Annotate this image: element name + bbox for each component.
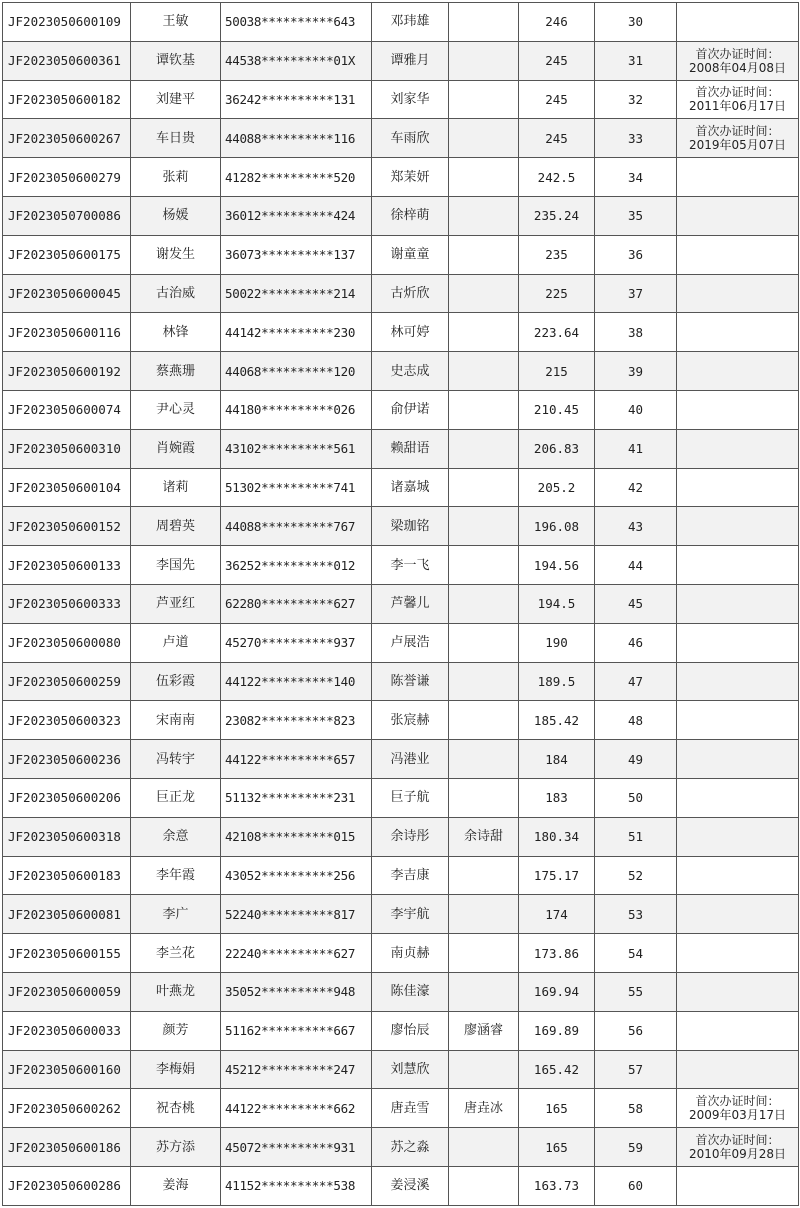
applicant-name-cell: 李广 <box>131 895 221 934</box>
application-id-cell: JF2023050600152 <box>3 507 131 546</box>
application-id-cell: JF2023050600045 <box>3 274 131 313</box>
note-label: 首次办证时间： <box>695 124 780 139</box>
rank-cell: 49 <box>595 740 677 779</box>
application-id-cell: JF2023050600059 <box>3 972 131 1011</box>
child-name-cell: 诸嘉城 <box>372 468 449 507</box>
child-name-cell: 赖甜语 <box>372 429 449 468</box>
child-name-cell: 陈誉谦 <box>372 662 449 701</box>
id-card-number-cell: 50038**********643 <box>221 3 372 42</box>
id-card-number-cell: 51162**********667 <box>221 1011 372 1050</box>
id-card-number-cell: 44538**********01X <box>221 41 372 80</box>
note-cell <box>677 1050 799 1089</box>
child-name-cell: 张宸赫 <box>372 701 449 740</box>
note-cell <box>677 235 799 274</box>
note-cell <box>677 41 799 80</box>
score-cell: 184 <box>519 740 595 779</box>
second-child-name-cell <box>449 3 519 42</box>
table-row <box>3 429 799 468</box>
note-label: 首次办证时间： <box>695 1133 780 1147</box>
rank-cell: 53 <box>595 895 677 934</box>
applicant-name-cell: 李兰花 <box>131 934 221 973</box>
note-date: 2008年04月08日 <box>688 60 787 75</box>
child-name-cell: 谭雅月 <box>372 41 449 80</box>
second-child-name-cell <box>449 196 519 235</box>
second-child-name-cell <box>449 934 519 973</box>
second-child-name-cell <box>449 390 519 429</box>
second-child-name-cell <box>449 468 519 507</box>
application-id-cell: JF2023050700086 <box>3 196 131 235</box>
applicant-name-cell: 刘建平 <box>131 80 221 119</box>
second-child-name-cell <box>449 740 519 779</box>
applicant-name-cell: 姜海 <box>131 1166 221 1205</box>
table-row <box>3 352 799 391</box>
note-cell <box>677 196 799 235</box>
id-card-number-cell: 52240**********817 <box>221 895 372 934</box>
note-label: 首次办证时间： <box>695 46 780 61</box>
id-card-number-cell: 44180**********026 <box>221 390 372 429</box>
second-child-name-cell <box>449 352 519 391</box>
applicant-name-cell: 芦亚红 <box>131 584 221 623</box>
rank-cell: 42 <box>595 468 677 507</box>
second-child-name-cell <box>449 1050 519 1089</box>
table-row <box>3 584 799 623</box>
child-name-cell: 余诗彤 <box>372 817 449 856</box>
applicant-name-cell: 谭钦基 <box>131 41 221 80</box>
applicant-name-cell: 李梅娟 <box>131 1050 221 1089</box>
score-cell: 173.86 <box>519 934 595 973</box>
score-cell: 194.5 <box>519 584 595 623</box>
note-cell <box>677 158 799 197</box>
score-cell: 245 <box>519 119 595 158</box>
applicant-name-cell: 卢道 <box>131 623 221 662</box>
rank-cell: 46 <box>595 623 677 662</box>
second-child-name-cell <box>449 119 519 158</box>
child-name-cell: 李一飞 <box>372 546 449 585</box>
application-id-cell: JF2023050600279 <box>3 158 131 197</box>
rank-cell: 43 <box>595 507 677 546</box>
child-name-cell: 史志成 <box>372 352 449 391</box>
table-row <box>3 740 799 779</box>
table-row <box>3 662 799 701</box>
child-name-cell: 冯港业 <box>372 740 449 779</box>
id-card-number-cell: 51302**********741 <box>221 468 372 507</box>
rank-cell: 35 <box>595 196 677 235</box>
rank-cell: 59 <box>595 1128 677 1167</box>
applicant-name-cell: 林锋 <box>131 313 221 352</box>
id-card-number-cell: 50022**********214 <box>221 274 372 313</box>
table-row <box>3 468 799 507</box>
score-cell: 169.94 <box>519 972 595 1011</box>
application-id-cell: JF2023050600183 <box>3 856 131 895</box>
score-cell: 246 <box>519 3 595 42</box>
applicant-name-cell: 巨正龙 <box>131 778 221 817</box>
note-cell <box>677 1089 799 1128</box>
child-name-cell: 古炘欣 <box>372 274 449 313</box>
child-name-cell: 李宇航 <box>372 895 449 934</box>
table-row <box>3 119 799 158</box>
application-id-cell: JF2023050600236 <box>3 740 131 779</box>
second-child-name-cell <box>449 584 519 623</box>
note-cell <box>677 119 799 158</box>
score-cell: 196.08 <box>519 507 595 546</box>
table-row <box>3 817 799 856</box>
note-date: 2011年06月17日 <box>688 99 787 114</box>
rank-cell: 54 <box>595 934 677 973</box>
child-name-cell: 刘慧欣 <box>372 1050 449 1089</box>
second-child-name-cell: 廖涵睿 <box>449 1011 519 1050</box>
table-row <box>3 507 799 546</box>
score-cell: 245 <box>519 41 595 80</box>
applicant-name-cell: 伍彩霞 <box>131 662 221 701</box>
table-row <box>3 546 799 585</box>
id-card-number-cell: 44068**********120 <box>221 352 372 391</box>
second-child-name-cell <box>449 701 519 740</box>
application-id-cell: JF2023050600286 <box>3 1166 131 1205</box>
table-row <box>3 934 799 973</box>
score-cell: 180.34 <box>519 817 595 856</box>
note-cell <box>677 3 799 42</box>
applicant-name-cell: 祝杏桃 <box>131 1089 221 1128</box>
note-cell <box>677 468 799 507</box>
rank-cell: 52 <box>595 856 677 895</box>
table-row <box>3 274 799 313</box>
rank-cell: 58 <box>595 1089 677 1128</box>
application-id-cell: JF2023050600074 <box>3 390 131 429</box>
score-cell: 174 <box>519 895 595 934</box>
note-cell <box>677 274 799 313</box>
note-date: 2009年03月17日 <box>688 1108 787 1123</box>
applicant-name-cell: 叶燕龙 <box>131 972 221 1011</box>
applicant-name-cell: 蔡燕珊 <box>131 352 221 391</box>
score-cell: 235 <box>519 235 595 274</box>
rank-cell: 44 <box>595 546 677 585</box>
score-cell: 185.42 <box>519 701 595 740</box>
score-cell: 245 <box>519 80 595 119</box>
score-cell: 194.56 <box>519 546 595 585</box>
table-row <box>3 313 799 352</box>
table-row <box>3 158 799 197</box>
rank-cell: 37 <box>595 274 677 313</box>
note-cell <box>677 895 799 934</box>
applicant-name-cell: 冯转宇 <box>131 740 221 779</box>
table-row <box>3 1011 799 1050</box>
second-child-name-cell <box>449 80 519 119</box>
id-card-number-cell: 36012**********424 <box>221 196 372 235</box>
child-name-cell: 郑茉妍 <box>372 158 449 197</box>
id-card-number-cell: 41282**********520 <box>221 158 372 197</box>
application-id-cell: JF2023050600267 <box>3 119 131 158</box>
applicant-name-cell: 张莉 <box>131 158 221 197</box>
second-child-name-cell <box>449 972 519 1011</box>
second-child-name-cell <box>449 1166 519 1205</box>
application-id-cell: JF2023050600104 <box>3 468 131 507</box>
second-child-name-cell <box>449 856 519 895</box>
score-cell: 215 <box>519 352 595 391</box>
child-name-cell: 梁珈铭 <box>372 507 449 546</box>
id-card-number-cell: 44088**********116 <box>221 119 372 158</box>
score-cell: 205.2 <box>519 468 595 507</box>
note-cell <box>677 584 799 623</box>
child-name-cell: 陈佳濠 <box>372 972 449 1011</box>
score-cell: 163.73 <box>519 1166 595 1205</box>
note-label: 首次办证时间： <box>695 1094 780 1109</box>
note-cell <box>677 740 799 779</box>
note-cell <box>677 546 799 585</box>
table-row <box>3 701 799 740</box>
second-child-name-cell <box>449 274 519 313</box>
application-id-cell: JF2023050600116 <box>3 313 131 352</box>
note-date: 2010年09月28日 <box>688 1147 787 1161</box>
note-date: 2019年05月07日 <box>688 138 787 153</box>
table-row <box>3 80 799 119</box>
rank-cell: 48 <box>595 701 677 740</box>
application-id-cell: JF2023050600033 <box>3 1011 131 1050</box>
second-child-name-cell <box>449 429 519 468</box>
id-card-number-cell: 44088**********767 <box>221 507 372 546</box>
child-name-cell: 谢童童 <box>372 235 449 274</box>
application-id-cell: JF2023050600133 <box>3 546 131 585</box>
id-card-number-cell: 45270**********937 <box>221 623 372 662</box>
application-id-cell: JF2023050600080 <box>3 623 131 662</box>
child-name-cell: 巨子航 <box>372 778 449 817</box>
applicant-name-cell: 李国先 <box>131 546 221 585</box>
child-name-cell: 林可婷 <box>372 313 449 352</box>
note-cell <box>677 972 799 1011</box>
second-child-name-cell <box>449 41 519 80</box>
second-child-name-cell <box>449 158 519 197</box>
table-row <box>3 856 799 895</box>
id-card-number-cell: 62280**********627 <box>221 584 372 623</box>
table-row <box>3 41 799 80</box>
note-cell <box>677 778 799 817</box>
score-cell: 190 <box>519 623 595 662</box>
applicant-name-cell: 周碧英 <box>131 507 221 546</box>
second-child-name-cell <box>449 313 519 352</box>
ranking-table <box>2 2 799 1206</box>
score-cell: 189.5 <box>519 662 595 701</box>
applicant-name-cell: 宋南南 <box>131 701 221 740</box>
rank-cell: 51 <box>595 817 677 856</box>
rank-cell: 50 <box>595 778 677 817</box>
note-cell <box>677 1128 799 1167</box>
application-id-cell: JF2023050600318 <box>3 817 131 856</box>
application-id-cell: JF2023050600361 <box>3 41 131 80</box>
id-card-number-cell: 35052**********948 <box>221 972 372 1011</box>
application-id-cell: JF2023050600206 <box>3 778 131 817</box>
rank-cell: 40 <box>595 390 677 429</box>
note-cell <box>677 80 799 119</box>
applicant-name-cell: 苏方添 <box>131 1128 221 1167</box>
applicant-name-cell: 谢发生 <box>131 235 221 274</box>
second-child-name-cell <box>449 1128 519 1167</box>
table-body <box>3 3 799 1206</box>
rank-cell: 30 <box>595 3 677 42</box>
id-card-number-cell: 45072**********931 <box>221 1128 372 1167</box>
rank-cell: 55 <box>595 972 677 1011</box>
application-id-cell: JF2023050600262 <box>3 1089 131 1128</box>
rank-cell: 34 <box>595 158 677 197</box>
score-cell: 225 <box>519 274 595 313</box>
note-cell <box>677 313 799 352</box>
child-name-cell: 李吉康 <box>372 856 449 895</box>
score-cell: 235.24 <box>519 196 595 235</box>
second-child-name-cell <box>449 235 519 274</box>
application-id-cell: JF2023050600333 <box>3 584 131 623</box>
score-cell: 165 <box>519 1128 595 1167</box>
note-cell <box>677 390 799 429</box>
id-card-number-cell: 43052**********256 <box>221 856 372 895</box>
id-card-number-cell: 22240**********627 <box>221 934 372 973</box>
application-id-cell: JF2023050600192 <box>3 352 131 391</box>
application-id-cell: JF2023050600259 <box>3 662 131 701</box>
applicant-name-cell: 古治威 <box>131 274 221 313</box>
rank-cell: 47 <box>595 662 677 701</box>
second-child-name-cell: 余诗甜 <box>449 817 519 856</box>
note-cell <box>677 352 799 391</box>
second-child-name-cell: 唐垚冰 <box>449 1089 519 1128</box>
id-card-number-cell: 36252**********012 <box>221 546 372 585</box>
note-cell <box>677 623 799 662</box>
child-name-cell: 邓玮雄 <box>372 3 449 42</box>
application-id-cell: JF2023050600175 <box>3 235 131 274</box>
application-id-cell: JF2023050600109 <box>3 3 131 42</box>
note-cell <box>677 934 799 973</box>
table-row <box>3 1089 799 1128</box>
id-card-number-cell: 45212**********247 <box>221 1050 372 1089</box>
score-cell: 242.5 <box>519 158 595 197</box>
applicant-name-cell: 尹心灵 <box>131 390 221 429</box>
note-cell <box>677 1166 799 1205</box>
score-cell: 175.17 <box>519 856 595 895</box>
score-cell: 165.42 <box>519 1050 595 1089</box>
id-card-number-cell: 36073**********137 <box>221 235 372 274</box>
note-cell <box>677 429 799 468</box>
score-cell: 223.64 <box>519 313 595 352</box>
table-row <box>3 3 799 42</box>
applicant-name-cell: 颜芳 <box>131 1011 221 1050</box>
application-id-cell: JF2023050600323 <box>3 701 131 740</box>
rank-cell: 39 <box>595 352 677 391</box>
child-name-cell: 俞伊诺 <box>372 390 449 429</box>
rank-cell: 31 <box>595 41 677 80</box>
note-cell <box>677 701 799 740</box>
application-id-cell: JF2023050600310 <box>3 429 131 468</box>
table-row <box>3 623 799 662</box>
id-card-number-cell: 36242**********131 <box>221 80 372 119</box>
note-cell <box>677 1011 799 1050</box>
child-name-cell: 廖怡辰 <box>372 1011 449 1050</box>
rank-cell: 60 <box>595 1166 677 1205</box>
rank-cell: 33 <box>595 119 677 158</box>
score-cell: 206.83 <box>519 429 595 468</box>
table-row <box>3 235 799 274</box>
rank-cell: 41 <box>595 429 677 468</box>
note-label: 首次办证时间： <box>695 85 780 100</box>
table-row <box>3 778 799 817</box>
application-id-cell: JF2023050600155 <box>3 934 131 973</box>
child-name-cell: 车雨欣 <box>372 119 449 158</box>
table-row <box>3 1166 799 1205</box>
application-id-cell: JF2023050600081 <box>3 895 131 934</box>
child-name-cell: 南贞赫 <box>372 934 449 973</box>
second-child-name-cell <box>449 778 519 817</box>
rank-cell: 36 <box>595 235 677 274</box>
id-card-number-cell: 44142**********230 <box>221 313 372 352</box>
note-cell <box>677 507 799 546</box>
id-card-number-cell: 44122**********662 <box>221 1089 372 1128</box>
second-child-name-cell <box>449 507 519 546</box>
id-card-number-cell: 51132**********231 <box>221 778 372 817</box>
child-name-cell: 徐梓萌 <box>372 196 449 235</box>
applicant-name-cell: 李年霞 <box>131 856 221 895</box>
id-card-number-cell: 23082**********823 <box>221 701 372 740</box>
child-name-cell: 苏之淼 <box>372 1128 449 1167</box>
rank-cell: 57 <box>595 1050 677 1089</box>
id-card-number-cell: 44122**********140 <box>221 662 372 701</box>
second-child-name-cell <box>449 662 519 701</box>
second-child-name-cell <box>449 623 519 662</box>
table-row <box>3 390 799 429</box>
note-cell <box>677 662 799 701</box>
score-cell: 169.89 <box>519 1011 595 1050</box>
table-row <box>3 895 799 934</box>
rank-cell: 32 <box>595 80 677 119</box>
child-name-cell: 芦馨儿 <box>372 584 449 623</box>
applicant-name-cell: 杨媛 <box>131 196 221 235</box>
rank-cell: 56 <box>595 1011 677 1050</box>
id-card-number-cell: 43102**********561 <box>221 429 372 468</box>
note-cell <box>677 856 799 895</box>
note-cell <box>677 817 799 856</box>
application-id-cell: JF2023050600186 <box>3 1128 131 1167</box>
id-card-number-cell: 44122**********657 <box>221 740 372 779</box>
child-name-cell: 卢展浩 <box>372 623 449 662</box>
applicant-name-cell: 诸莉 <box>131 468 221 507</box>
applicant-name-cell: 余意 <box>131 817 221 856</box>
id-card-number-cell: 41152**********538 <box>221 1166 372 1205</box>
rank-cell: 45 <box>595 584 677 623</box>
child-name-cell: 姜浸溪 <box>372 1166 449 1205</box>
second-child-name-cell <box>449 895 519 934</box>
application-id-cell: JF2023050600160 <box>3 1050 131 1089</box>
applicant-name-cell: 王敏 <box>131 3 221 42</box>
second-child-name-cell <box>449 546 519 585</box>
id-card-number-cell: 42108**********015 <box>221 817 372 856</box>
child-name-cell: 刘家华 <box>372 80 449 119</box>
applicant-name-cell: 车日贵 <box>131 119 221 158</box>
table-row <box>3 1128 799 1167</box>
score-cell: 165 <box>519 1089 595 1128</box>
score-cell: 210.45 <box>519 390 595 429</box>
score-cell: 183 <box>519 778 595 817</box>
table-row <box>3 196 799 235</box>
table-row <box>3 972 799 1011</box>
applicant-name-cell: 肖婉霞 <box>131 429 221 468</box>
application-id-cell: JF2023050600182 <box>3 80 131 119</box>
child-name-cell: 唐垚雪 <box>372 1089 449 1128</box>
rank-cell: 38 <box>595 313 677 352</box>
table-row <box>3 1050 799 1089</box>
